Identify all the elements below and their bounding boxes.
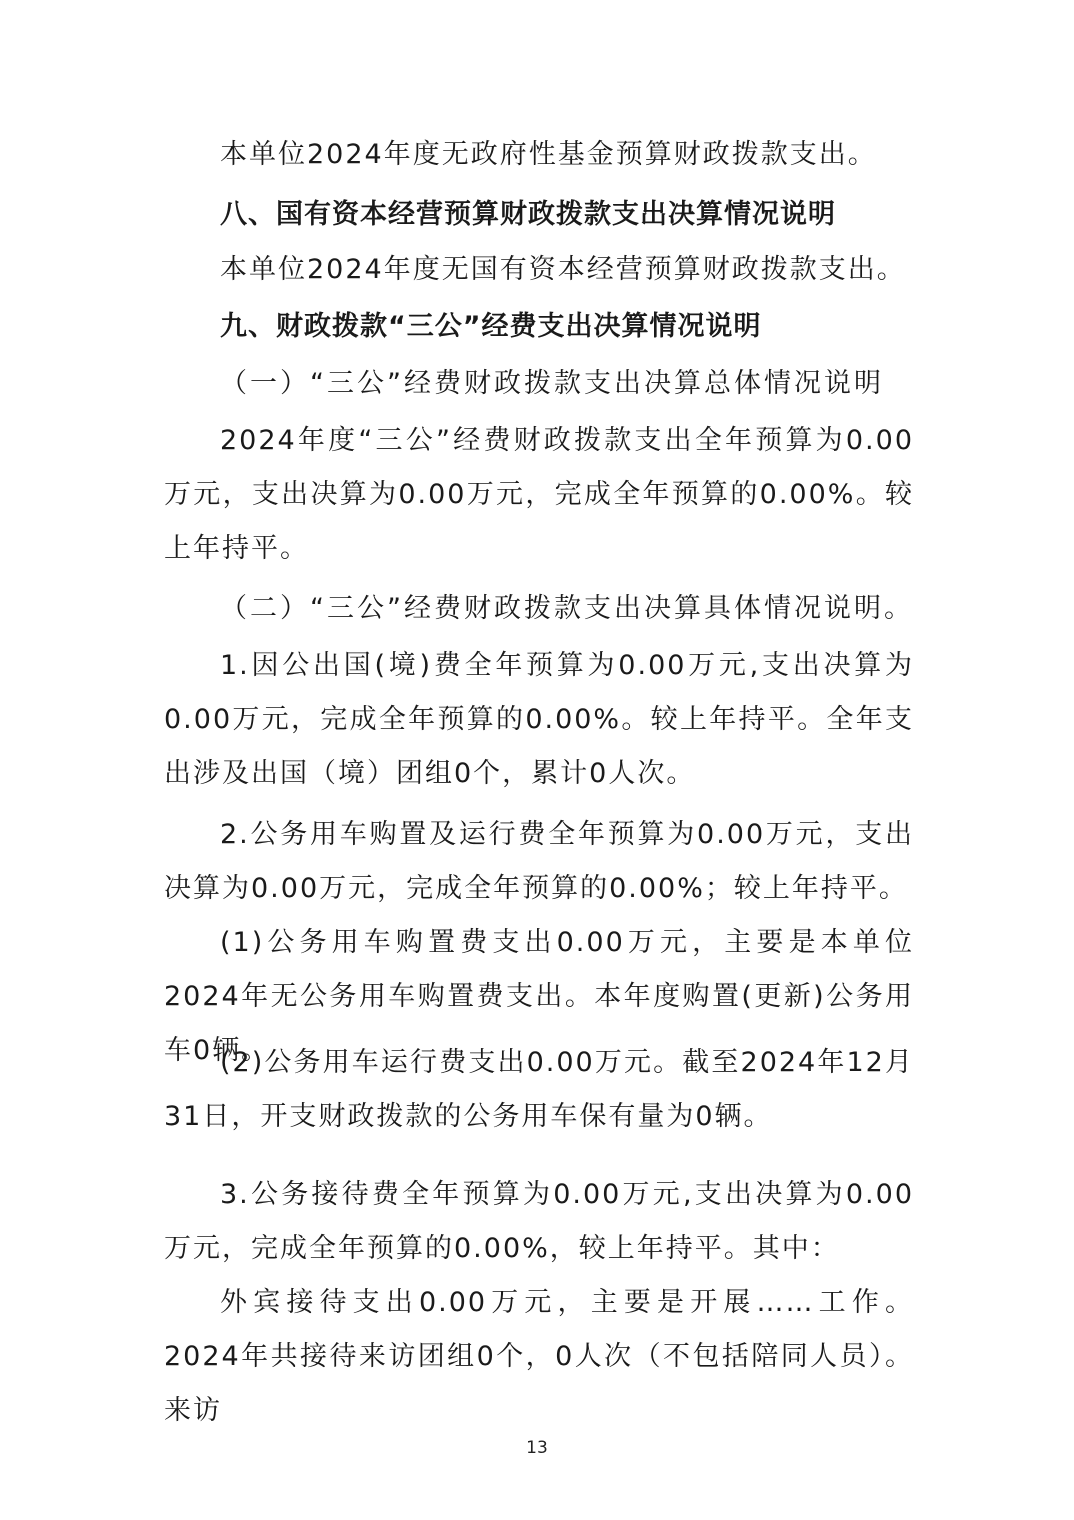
paragraph-govfund-none: 本单位2024年度无政府性基金预算财政拨款支出。 <box>220 139 877 170</box>
paragraph-vehicle-operation: (2)公务用车运行费支出0.00万元。截至2024年12月31日，开支财政拨款的公务用车保有量为0辆。 <box>164 1047 914 1132</box>
paragraph-official-vehicles: 2.公务用车购置及运行费全年预算为0.00万元，支出决算为0.00万元，完成全年预算的0.00%；较上年持平。 <box>164 819 914 904</box>
subsection-heading-2: （二）“三公”经费财政拨款支出决算具体情况说明。 <box>220 593 914 624</box>
paragraph-overseas-travel: 1.因公出国(境)费全年预算为0.00万元,支出决算为0.00万元，完成全年预算的0.00%。较上年持平。全年支出涉及出国（境）团组0个，累计0人次。 <box>164 650 914 789</box>
paragraph-foreign-guests: 外宾接待支出0.00万元，主要是开展……工作。2024年共接待来访团组0个，0人次（不包括陪同人员）。来访 <box>164 1287 914 1426</box>
paragraph-three-public-overall: 2024年度“三公”经费财政拨款支出全年预算为0.00万元，支出决算为0.00万元，完成全年预算的0.00%。较上年持平。 <box>164 425 914 564</box>
paragraph-state-capital-none: 本单位2024年度无国有资本经营预算财政拨款支出。 <box>220 254 906 285</box>
paragraph-vehicle-purchase: (1)公务用车购置费支出0.00万元，主要是本单位2024年无公务用车购置费支出。本年度购置(更新)公务用车0辆。 <box>164 927 914 1066</box>
page-number: 13 <box>526 1438 548 1458</box>
paragraph-reception: 3.公务接待费全年预算为0.00万元,支出决算为0.00万元，完成全年预算的0.00%，较上年持平。其中： <box>164 1179 914 1264</box>
section-heading-8: 八、国有资本经营预算财政拨款支出决算情况说明 <box>220 199 836 230</box>
subsection-heading-1: （一）“三公”经费财政拨款支出决算总体情况说明 <box>220 368 884 399</box>
section-heading-9: 九、财政拨款“三公”经费支出决算情况说明 <box>220 311 762 342</box>
